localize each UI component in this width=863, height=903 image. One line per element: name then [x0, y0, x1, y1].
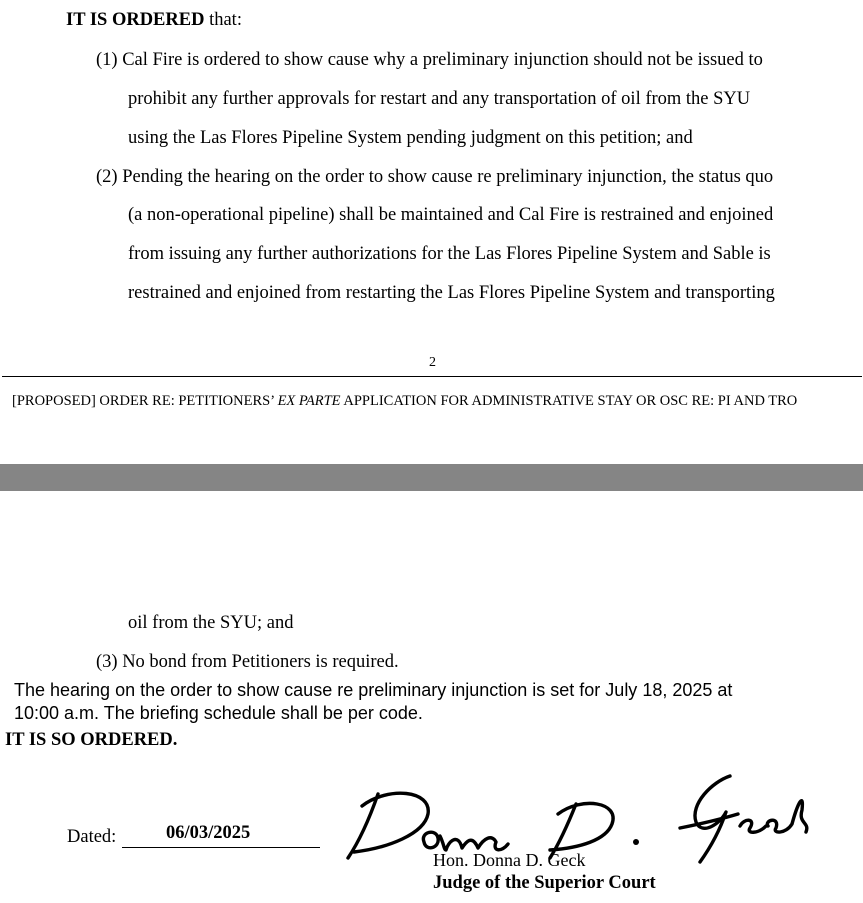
page-number: 2 — [429, 355, 436, 370]
hearing-line-1: The hearing on the order to show cause re preliminary injunction is set for July 18, 2025 at — [14, 680, 733, 700]
item2-line-2: (a non-operational pipeline) shall be maintained and Cal Fire is restrained and enjoined — [128, 205, 774, 225]
item2-line-1: (2) Pending the hearing on the order to show cause re preliminary injunction, the status quo — [96, 167, 774, 187]
page-footer — [12, 393, 797, 410]
page-separator — [0, 464, 863, 491]
item2-line-3: from issuing any further authorizations for the Las Flores Pipeline System and Sable is — [128, 244, 771, 264]
footer-post: APPLICATION FOR ADMINISTRATIVE STAY OR OSC RE: PI AND TRO — [340, 393, 798, 409]
item3-line: (3) No bond from Petitioners is required. — [96, 652, 399, 672]
item1-line-1: (1) Cal Fire is ordered to show cause why a preliminary injunction should not be issued to — [96, 50, 763, 70]
item2-line-4: restrained and enjoined from restarting the Las Flores Pipeline System and transporting — [128, 283, 775, 303]
judge-name: Hon. Donna D. Geck — [433, 850, 586, 870]
hearing-line-2: 10:00 a.m. The briefing schedule shall be per code. — [14, 703, 423, 723]
ordered-intro-bold: IT IS ORDERED — [66, 10, 205, 30]
judge-title: Judge of the Superior Court — [433, 873, 656, 893]
dated-label: Dated: — [67, 827, 117, 847]
footer-rule — [2, 376, 862, 377]
continuation-line: oil from the SYU; and — [128, 613, 294, 633]
item1-line-3: using the Las Flores Pipeline System pending judgment on this petition; and — [128, 128, 693, 148]
dated-value: 06/03/2025 — [166, 823, 251, 843]
dated-underline — [122, 847, 320, 848]
footer-italic: EX PARTE — [277, 393, 341, 409]
item1-line-2: prohibit any further approvals for restart and any transportation of oil from the SYU — [128, 89, 751, 109]
footer-pre: [PROPOSED] ORDER RE: PETITIONERS’ — [12, 393, 278, 409]
so-ordered: IT IS SO ORDERED. — [5, 730, 178, 750]
ordered-intro — [66, 10, 242, 31]
ordered-intro-rest: that: — [204, 10, 242, 30]
